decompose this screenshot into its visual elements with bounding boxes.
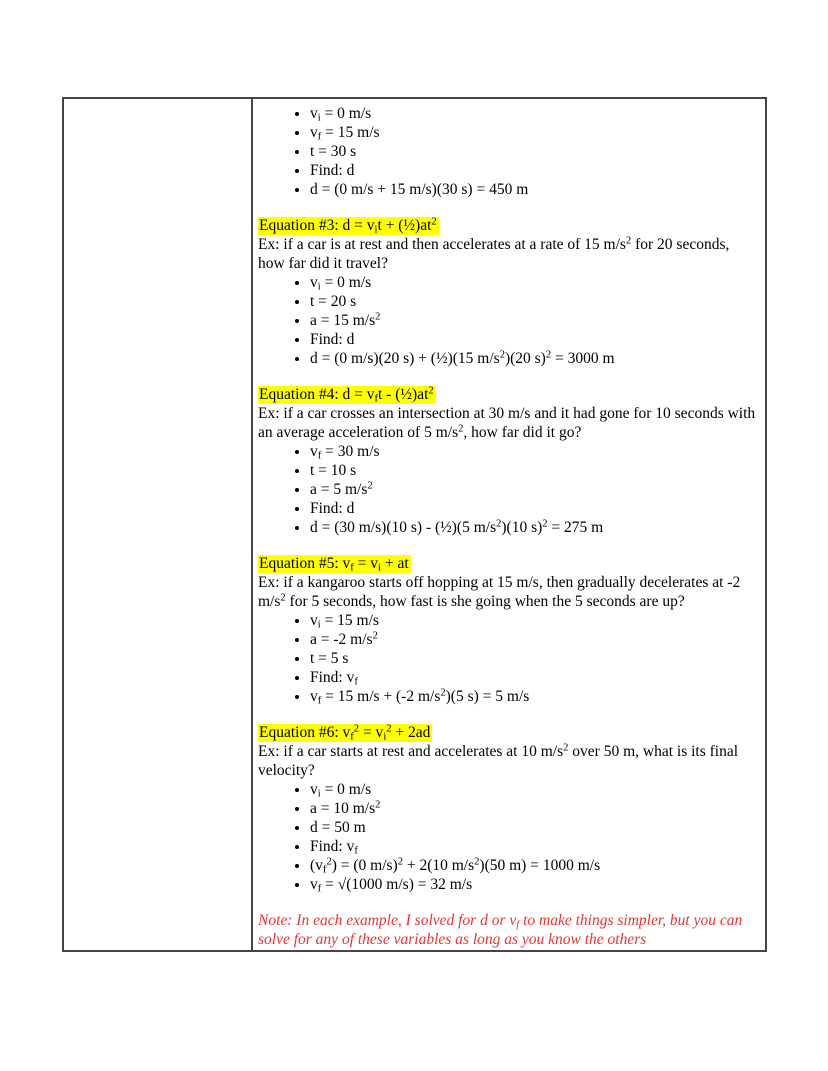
bullet-list [258, 611, 757, 706]
equation-section [258, 104, 757, 199]
highlighted-equation: Equation #3: $d = v_it$ + $(\frac{1}{2})at^2$ [259, 216, 437, 236]
bullet-item: • $v_f = √(1000$ m/s) = 32 m/s [310, 875, 757, 894]
bullet-item: • a = -2 $m/s^2$ [310, 630, 757, 649]
equation-heading [258, 216, 757, 235]
bullet-item: • d = (0 m/s + 15 m/s)(30 s) = 450 m [310, 180, 757, 199]
example-text: Ex: if a car crosses an intersection at 30 m/s and it had gone for 10 seconds with an average acceleration of 5 $m/s^2$, how far did it go? [258, 405, 756, 441]
bullet-item: • a = 10 $m/s^2$ [310, 799, 757, 818]
bullet-item: • d = (0 m/s)(20 s) + (½)(15 $m/s^2)(20$ s)$^2$ = 3000 m [310, 349, 757, 368]
bullet-item: • d = 50 m [310, 818, 757, 837]
equation-heading [258, 554, 757, 573]
note-text: Note: In each example, I solved for d or $v_f$ to make things simpler, but you can solve for any of these variables as long as you know the others [258, 912, 743, 948]
bullet-item: • $v_i = 0$ m/s [310, 273, 757, 292]
bullet-list [258, 273, 757, 368]
example-text: Ex: if a car is at rest and then accelerates at a rate of 15 $m/s^2$ for 20 seconds, how far did it travel? [258, 235, 730, 272]
bullet-item: • $(v_f^2) = (0$ m/s)$^2$ + 2(10 $m/s^2)(50$ m) = 1000 m/s [310, 856, 757, 875]
example-text: Ex: if a car starts at rest and accelerates at 10 $m/s^2$ over 50 m, what is its final velocity? [258, 742, 739, 779]
bullet-list [258, 442, 757, 537]
bullet-item: • $v_i = 15$ m/s [310, 611, 757, 630]
bullet-item: • a = 5 $m/s^2$ [310, 480, 757, 499]
bullet-item: • Find: $v_f$ [310, 837, 757, 856]
bullet-item: • $v_f = 30$ m/s [310, 442, 757, 461]
equation-section [258, 385, 757, 537]
equation-section [258, 554, 757, 706]
bullet-item: • a = 15 $m/s^2$ [310, 311, 757, 330]
bullet-item: • $v_f = 15$ m/s [310, 123, 757, 142]
bullet-item: • $v_i = 0$ m/s [310, 780, 757, 799]
equation-heading [258, 385, 757, 404]
bullet-item: • t = 30 s [310, 142, 757, 161]
content-cell [253, 99, 765, 950]
bullet-item: • Find: $v_f$ [310, 668, 757, 687]
empty-left-cell [64, 99, 253, 950]
bullet-item: • $v_f = 15$ m/s + (-2 $m/s^2)(5$ s) = 5 m/s [310, 687, 757, 706]
equation-section [258, 216, 757, 368]
worksheet-table [62, 97, 767, 952]
bullet-item: • Find: d [310, 499, 757, 518]
bullet-item: • Find: d [310, 330, 757, 349]
bullet-item: • t = 20 s [310, 292, 757, 311]
equation-heading [258, 723, 757, 742]
bullet-item: • Find: d [310, 161, 757, 180]
bullet-list [258, 780, 757, 894]
example-text: Ex: if a kangaroo starts off hopping at 15 m/s, then gradually decelerates at -2 $m/s^2$ for 5 seconds, how fast is she going when the 5 seconds are up? [258, 574, 741, 610]
bullet-item: • t = 10 s [310, 461, 757, 480]
bullet-item: • d = (30 m/s)(10 s) - (½)(5 $m/s^2)(10$ s)$^2$ = 275 m [310, 518, 757, 537]
bullet-item: • t = 5 s [310, 649, 757, 668]
highlighted-equation: Equation #6: $v_f^2 = v_i^2 + 2ad$ [259, 723, 431, 743]
bullet-list [258, 104, 757, 199]
bullet-item: • $v_i = 0$ m/s [310, 104, 757, 123]
equation-section [258, 723, 757, 894]
highlighted-equation: Equation #5: $v_f = v_i$ + at [259, 555, 409, 574]
highlighted-equation: Equation #4: $d = v_ft$ - $(\frac{1}{2})at^2$ [259, 385, 434, 405]
